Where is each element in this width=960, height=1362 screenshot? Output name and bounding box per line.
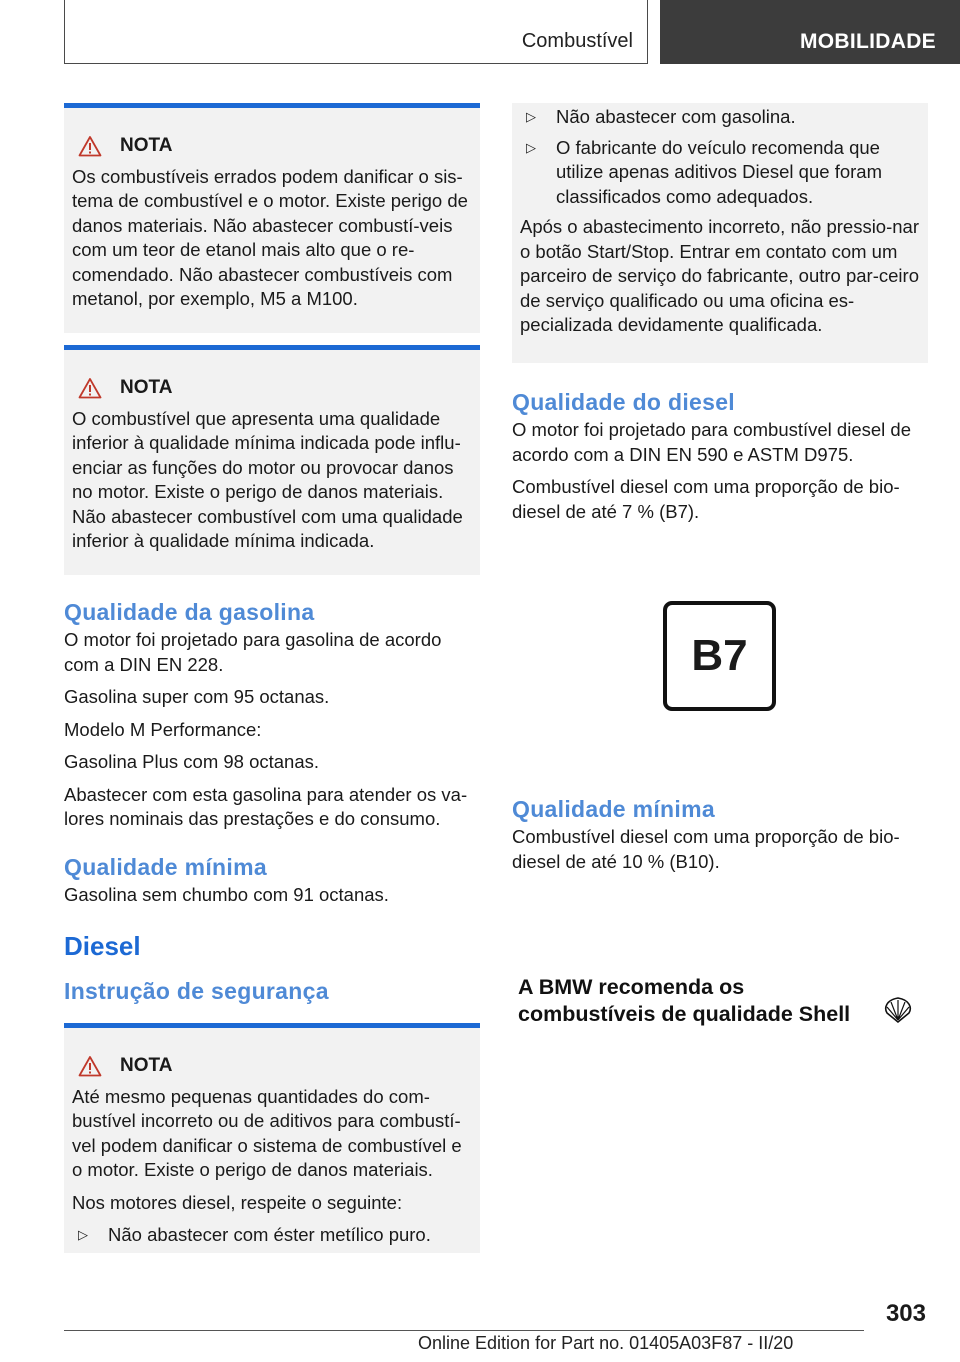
paragraph: O motor foi projetado para combustível diesel de acordo com a DIN EN 590 e ASTM D975. [512, 419, 911, 465]
note-text: Nos motores diesel, respeite o seguinte: [72, 1191, 403, 1213]
b7-fuel-label-icon: B7 [663, 601, 776, 711]
right-column [512, 103, 928, 532]
note-box-1 [64, 103, 480, 333]
paragraph: Gasolina super com 95 octanas. [64, 686, 330, 707]
note-text: Os combustíveis errados podem danificar o sis-tema de combustível e o motor. Existe perigo de danos materiais. Não abastecer combustí-veis com um teor de etanol mais alto que o re-comendado. Não abastecer combustíveis com metanol, por exemplo, M5 a M100. [72, 165, 468, 309]
section-heading: Qualidade da gasolina [64, 599, 315, 625]
section-heading: Qualidade do diesel [512, 389, 735, 415]
bullet-item: ▷ O fabricante do veículo recomenda que utilize apenas aditivos Diesel que foram classificados como adequados. [526, 136, 922, 210]
paragraph: Combustível diesel com uma proporção de bio-diesel de até 7 % (B7). [512, 476, 900, 522]
note-title: NOTA [72, 1054, 474, 1079]
section-heading: Instrução de segurança [64, 978, 329, 1004]
left-column [64, 103, 480, 1253]
paragraph: O motor foi projetado para gasolina de acordo com a DIN EN 228. [64, 629, 442, 675]
footer-edition: Online Edition for Part no. 01405A03F87 - II/20 [418, 1333, 794, 1353]
bullet-item: ▷ Não abastecer com éster metílico puro. [78, 1223, 474, 1248]
warning-icon [78, 135, 102, 157]
diesel-qualidade-section [512, 389, 928, 524]
note-text: Após o abastecimento incorreto, não pressio-nar o botão Start/Stop. Entrar em contato com um parceiro de serviço do fabricante, outro par-ceiro de serviço qualificado ou uma oficina es-pecializada devidamente qualificada. [520, 216, 919, 335]
diesel-minima-section [512, 796, 928, 882]
gasolina-minima-section [64, 854, 480, 908]
warning-icon [78, 1055, 102, 1077]
header-section-box [64, 0, 648, 64]
triangle-bullet-icon: ▷ [526, 109, 536, 124]
note-text: O combustível que apresenta uma qualidade inferior à qualidade mínima indicada pode influ-enciar as funções do motor ou provocar danos no motor. Existe o perigo de danos materiais. Não abastecer combustível com uma qualidade inferior à qualidade mínima indicada. [72, 407, 463, 551]
paragraph: Gasolina Plus com 98 octanas. [64, 751, 320, 772]
chapter-heading-diesel: Diesel [64, 931, 141, 961]
paragraph: Modelo M Performance: [64, 718, 262, 740]
paragraph: Abastecer com esta gasolina para atender os va-lores nominais das prestações e do consumo. [64, 783, 468, 829]
section-title: Combustível [521, 30, 633, 52]
note-box-2 [64, 345, 480, 575]
paragraph: Combustível diesel com uma proporção de bio-diesel de até 10 % (B10). [512, 826, 900, 872]
shell-recommendation: A BMW recomenda os combustíveis de qualidade Shell [518, 975, 851, 1026]
note-box-3 [64, 1023, 480, 1253]
gasolina-section [64, 599, 480, 832]
footer-divider [64, 1330, 864, 1331]
note-title: NOTA [72, 134, 474, 159]
shell-logo-icon [882, 996, 914, 1024]
section-heading: Qualidade mínima [64, 853, 267, 880]
note-box-3-continued [512, 103, 928, 363]
paragraph: Gasolina sem chumbo com 91 octanas. [64, 883, 389, 905]
chapter-tab: MOBILIDADE [660, 0, 960, 64]
page-number: 303 [885, 1300, 926, 1327]
bullet-item: ▷ Não abastecer com gasolina. [526, 105, 922, 130]
warning-icon [78, 377, 102, 399]
triangle-bullet-icon: ▷ [526, 139, 536, 155]
triangle-bullet-icon: ▷ [78, 1227, 88, 1242]
note-text: Até mesmo pequenas quantidades do com-bustível incorreto ou de aditivos para combustí-vel podem danificar o sistema de combustível e o motor. Existe o perigo de danos materiais. [72, 1085, 462, 1180]
section-heading: Qualidade mínima [512, 796, 715, 822]
note-title: NOTA [72, 376, 474, 401]
